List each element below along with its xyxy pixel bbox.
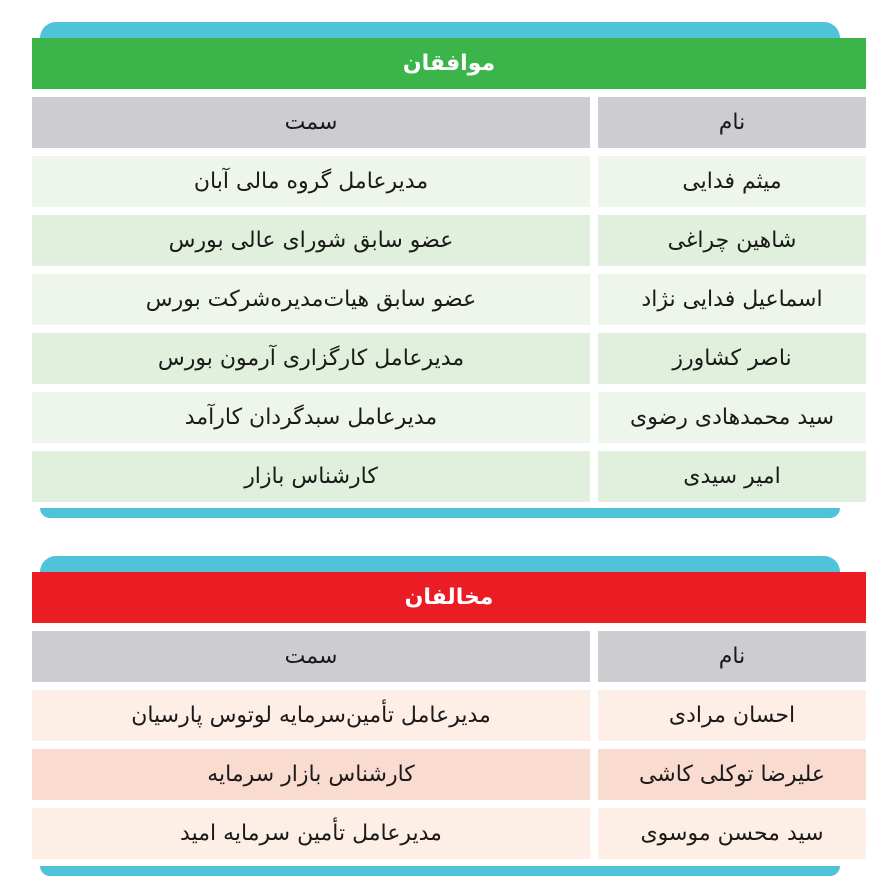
supporters-column-header (32, 97, 866, 148)
row-position: مدیرعامل تأمین‌سرمایه لوتوس پارسیان (32, 690, 590, 741)
table-row (32, 808, 866, 859)
row-position: عضو سابق هیات‌مدیره‌شرکت بورس (32, 274, 590, 325)
column-header-name: نام (598, 631, 866, 682)
table-row (32, 215, 866, 266)
opponents-bottom-accent (40, 866, 840, 876)
row-position: مدیرعامل سبدگردان کارآمد (32, 392, 590, 443)
row-name: میثم فدایی (598, 156, 866, 207)
supporters-bottom-accent (40, 508, 840, 518)
row-name: شاهین چراغی (598, 215, 866, 266)
opponents-title-text: مخالفان (404, 585, 494, 610)
row-name: سید محمدهادی رضوی (598, 392, 866, 443)
row-name: احسان مرادی (598, 690, 866, 741)
supporters-title-text: موافقان (402, 51, 496, 76)
opponents-top-accent (40, 556, 840, 572)
row-position: مدیرعامل تأمین سرمایه امید (32, 808, 590, 859)
row-position: مدیرعامل کارگزاری آرمون بورس (32, 333, 590, 384)
table-row (32, 451, 866, 502)
row-name: علیرضا توکلی کاشی (598, 749, 866, 800)
row-name: امیر سیدی (598, 451, 866, 502)
supporters-table (32, 38, 866, 502)
row-position: عضو سابق شورای عالی بورس (32, 215, 590, 266)
opponents-table (32, 572, 866, 859)
table-row (32, 156, 866, 207)
opponents-column-header (32, 631, 866, 682)
supporters-top-accent (40, 22, 840, 38)
column-header-position: سمت (32, 631, 590, 682)
table-row (32, 333, 866, 384)
row-name: ناصر کشاورز (598, 333, 866, 384)
column-header-name: نام (598, 97, 866, 148)
row-name: سید محسن موسوی (598, 808, 866, 859)
opponents-title (32, 572, 866, 623)
table-row (32, 392, 866, 443)
table-row (32, 749, 866, 800)
column-header-position: سمت (32, 97, 590, 148)
row-name: اسماعیل فدایی نژاد (598, 274, 866, 325)
row-position: کارشناس بازار سرمایه (32, 749, 590, 800)
supporters-title (32, 38, 866, 89)
table-row (32, 274, 866, 325)
row-position: کارشناس بازار (32, 451, 590, 502)
row-position: مدیرعامل گروه مالی آبان (32, 156, 590, 207)
table-row (32, 690, 866, 741)
